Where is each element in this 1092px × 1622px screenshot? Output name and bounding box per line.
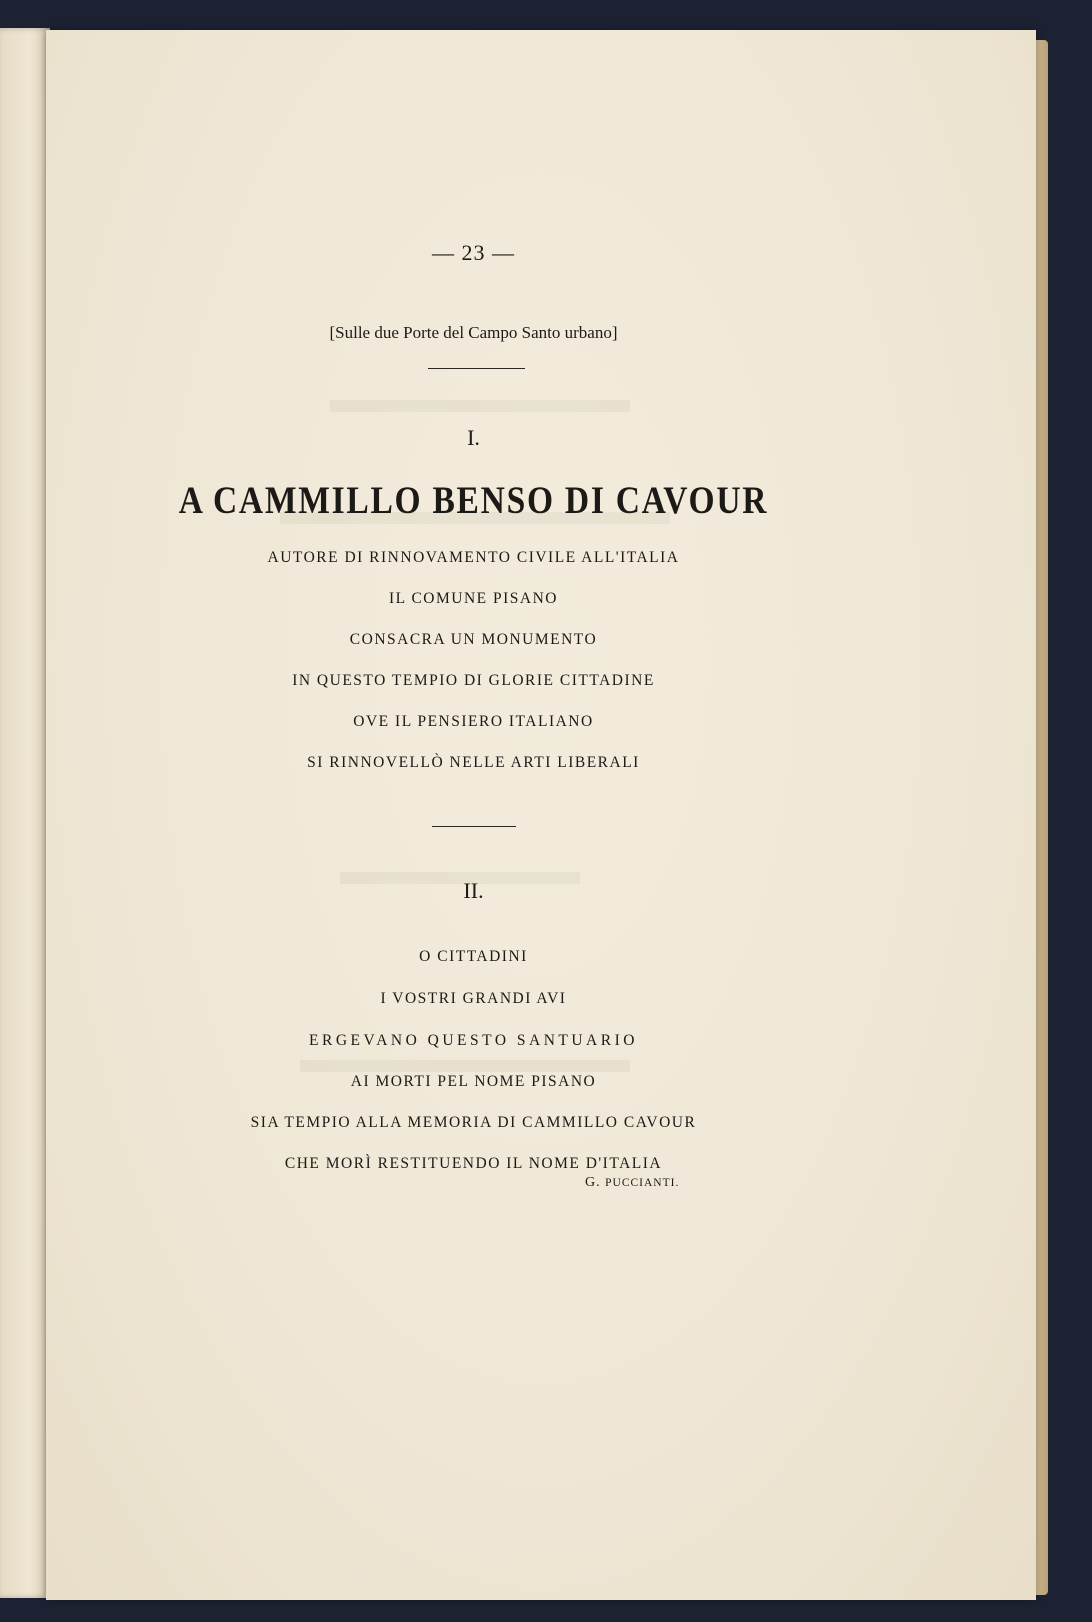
left-page-edge [0, 28, 50, 1598]
divider-rule [432, 826, 516, 827]
show-through-mark [330, 400, 630, 412]
inscription-line: IL COMUNE PISANO [389, 590, 558, 607]
show-through-mark [300, 1060, 630, 1072]
inscription-title: A CAMMILLO BENSO DI CAVOUR [178, 479, 769, 522]
author-name: PUCCIANTI. [605, 1177, 680, 1189]
inscription-line: IN QUESTO TEMPIO DI GLORIE CITTADINE [292, 672, 655, 689]
section-two-number: II. [463, 878, 484, 903]
inscription-line: ERGEVANO QUESTO SANTUARIO [309, 1032, 638, 1049]
inscription-line: I VOSTRI GRANDI AVI [380, 990, 567, 1007]
inscription-line: CONSACRA UN MONUMENTO [349, 631, 598, 648]
inscription-line: CHE MORÌ RESTITUENDO IL NOME D'ITALIA [284, 1155, 663, 1172]
inscription-line: SIA TEMPIO ALLA MEMORIA DI CAMMILLO CAVOUR [250, 1114, 697, 1131]
page-number: — 23 — [432, 240, 515, 265]
inscription-line: O CITTADINI [419, 948, 528, 965]
inscription-line: OVE IL PENSIERO ITALIANO [353, 713, 594, 730]
divider-rule [428, 368, 525, 369]
inscription-line: SI RINNOVELLÒ NELLE ARTI LIBERALI [307, 754, 640, 771]
inscription-line: AI MORTI PEL NOME PISANO [350, 1073, 597, 1090]
author-signature [585, 1175, 679, 1191]
author-initial: G. [585, 1175, 601, 1190]
page-subtitle: [Sulle due Porte del Campo Santo urbano] [329, 323, 618, 342]
section-one-number: I. [467, 425, 480, 450]
inscription-line: AUTORE DI RINNOVAMENTO CIVILE ALL'ITALIA [267, 549, 680, 566]
